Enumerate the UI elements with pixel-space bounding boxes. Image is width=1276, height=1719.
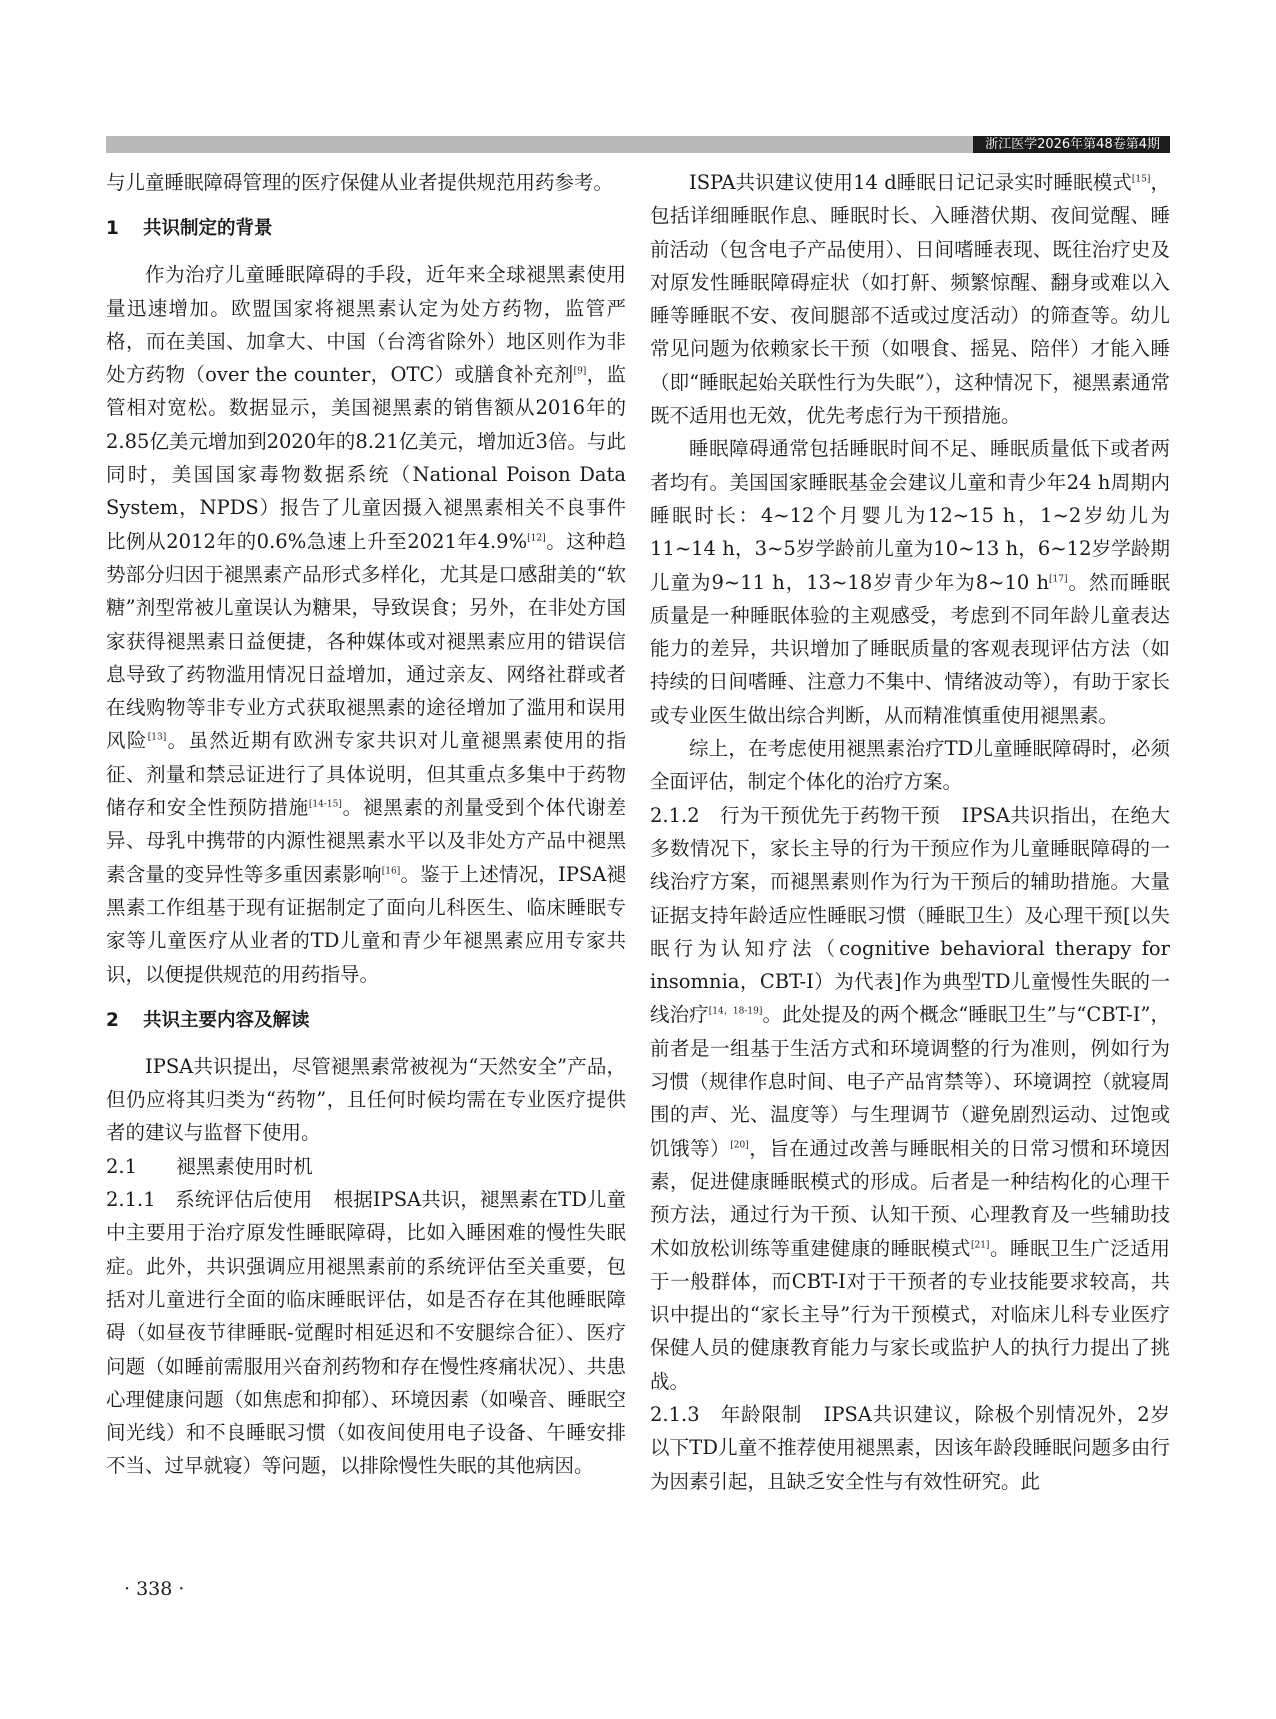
citation: [9]: [573, 366, 587, 377]
running-header-bar: [106, 136, 1170, 153]
paragraph: 综上，在考虑使用褪黑素治疗TD儿童睡眠障碍时，必须全面评估，制定个体化的治疗方案。: [650, 737, 1170, 794]
paragraph: [650, 1398, 1170, 1498]
paragraph: [650, 799, 1170, 1398]
citation: [20]: [730, 1140, 749, 1151]
text-run: 。这种趋势部分归因于褪黑素产品形式多样化，尤其是口感甜美的“软糖”剂型常被儿童误认为糖果，导致误食；另外，在非处方国家获得褪黑素日益便捷，各种媒体或对褪黑素应用的错误信息导致了药物滥用情况日益增加，通过亲友、网络社群或者在线购物等非专业方式获取褪黑素的途径增加了滥用和误用风险: [106, 529, 626, 753]
text-run: 作为治疗儿童睡眠障碍的手段，近年来全球褪黑素使用量迅速增加。欧盟国家将褪黑素认定为处方药物，监管严格，而在美国、加拿大、中国（台湾省除外）地区则作为非处方药物（over the counter，OTC）或膳食补充剂: [106, 263, 626, 387]
journal-issue-label: 浙江医学2026年第48卷第4期: [973, 136, 1170, 153]
text-run: ，监管相对宽松。数据显示，美国褪黑素的销售额从2016年的2.85亿美元增加到2020年的8.21亿美元，增加近3倍。与此同时，美国国家毒物数据系统（National Poison Data System，NPDS）报告了儿童因摄入褪黑素相关不良事件比例从2012年的0.6%急速上升至2021年4.9%: [106, 363, 626, 553]
text-run: 。然而睡眠质量是一种睡眠体验的主观感受，考虑到不同年龄儿童表达能力的差异，共识增加了睡眠质量的客观表现评估方法（如持续的日间嗜睡、注意力不集中、情绪波动等），有助于家长或专业医生做出综合判断，从而精准慎重使用褪黑素。: [650, 570, 1170, 727]
text-run: ，包括详细睡眠作息、睡眠时长、入睡潜伏期、夜间觉醒、睡前活动（包含电子产品使用）、日间嗜睡表现、既往治疗史及对原发性睡眠障碍症状（如打鼾、频繁惊醒、翻身或难以入睡等睡眠不安、夜间腿部不适或过度活动）的筛查等。幼儿常见问题为依赖家长干预（如喂食、摇晃、陪伴）才能入睡（即“睡眠起始关联性行为失眠”），这种情况下，褪黑素通常既不适用也无效，优先考虑行为干预措施。: [650, 171, 1170, 428]
citation: [14-15]: [308, 799, 342, 810]
section-number: 1: [106, 218, 119, 240]
paragraph: [650, 432, 1170, 732]
subsection-run-in-heading: [106, 1188, 312, 1211]
section-title: 共识主要内容及解读: [143, 1009, 310, 1031]
subsection-number: 2.1.3: [650, 1402, 700, 1426]
paragraph: [650, 166, 1170, 432]
section-heading-1: [106, 212, 626, 245]
section-heading-2: [106, 1004, 626, 1037]
paragraph: IPSA共识提出，尽管褪黑素常被视为“天然安全”产品，但仍应将其归类为“药物”，且任何时候均需在专业医疗提供者的建议与监督下使用。: [106, 1054, 626, 1145]
subsection-number: 2.1.1: [106, 1188, 156, 1212]
subsection-run-in-heading: [650, 804, 940, 827]
subsection-title: 系统评估后使用: [175, 1188, 313, 1212]
text-run: 。睡眠卫生广泛适用于一般群体，而CBT-I对于干预者的专业技能要求较高，共识中提出的“家长主导”行为干预模式，对临床儿科专业医疗保健人员的健康教育能力与家长或监护人的执行力提出了挑战。: [650, 1236, 1170, 1393]
citation: [13]: [147, 732, 167, 743]
citation: [17]: [1049, 574, 1068, 585]
text-run: 。虽然近期有欧洲专家共识对儿童褪黑素使用的指征、剂量和禁忌证进行了具体说明，但其重点多集中于药物储存和安全性预防措施: [106, 729, 626, 820]
citation: [16]: [381, 866, 401, 877]
paragraph: [106, 258, 626, 991]
paragraph: [106, 1183, 626, 1483]
citation: [21]: [970, 1240, 990, 1250]
text-run: ISPA共识建议使用14 d睡眠日记记录实时睡眠模式: [689, 171, 1132, 194]
right-column: [650, 166, 1170, 1498]
citation: [14，18-19]: [708, 1006, 763, 1017]
left-column: [106, 166, 626, 1483]
subsection-heading-2-1: [106, 1150, 626, 1183]
subsection-number: 2.1: [106, 1154, 138, 1178]
subsection-title: 年龄限制: [720, 1402, 803, 1426]
section-title: 共识制定的背景: [143, 218, 273, 240]
subsection-title: 褪黑素使用时机: [176, 1154, 313, 1178]
text-run: 。鉴于上述情况，IPSA褪黑素工作组基于现有证据制定了面向儿科医生、临床睡眠专家等儿童医疗从业者的TD儿童和青少年褪黑素应用专家共识，以便提供规范的用药指导。: [106, 862, 626, 986]
subsection-title: 行为干预优先于药物干预: [720, 803, 941, 827]
citation: [12]: [527, 533, 546, 544]
text-run: IPSA共识建议，除极个别情况外，2岁以下TD儿童不推荐使用褪黑素，因该年龄段睡眠问题多由行为因素引起，且缺乏安全性与有效性研究。此: [650, 1402, 1170, 1493]
text-run: ，旨在通过改善与睡眠相关的日常习惯和环境因素，促进健康睡眠模式的形成。后者是一种结构化的心理干预方法，通过行为干预、认知干预、心理教育及一些辅助技术如放松训练等重建健康的睡眠模式: [650, 1136, 1170, 1260]
subsection-number: 2.1.2: [650, 803, 700, 827]
text-run: 。此处提及的两个概念“睡眠卫生”与“CBT-I”，前者是一组基于生活方式和环境调整的行为准则，例如行为习惯（规律作息时间、电子产品宵禁等）、环境调控（就寝周围的声、光、温度等）与生理调节（避免剧烈运动、过饱或饥饿等）: [650, 1003, 1170, 1160]
section-number: 2: [106, 1009, 119, 1031]
text-run: 。褪黑素的剂量受到个体代谢差异、母乳中携带的内源性褪黑素水平以及非处方产品中褪黑素含量的变异性等多重因素影响: [106, 796, 626, 886]
text-run: 睡眠障碍通常包括睡眠时间不足、睡眠质量低下或者两者均有。美国国家睡眠基金会建议儿童和青少年24 h周期内睡眠时长：4~12个月婴儿为12~15 h，1~2岁幼儿为11~14 h，3~5岁学龄前儿童为10~13 h，6~12岁学龄期儿童为9~11 h，13~18岁青少年为8~10 h: [650, 437, 1170, 594]
text-run: IPSA共识指出，在绝大多数情况下，家长主导的行为干预应作为儿童睡眠障碍的一线治疗方案，而褪黑素则作为行为干预后的辅助措施。大量证据支持年龄适应性睡眠习惯（睡眠卫生）及心理干预[以失眠行为认知疗法（cognitive behavioral therapy for insomnia，CBT-I）为代表]作为典型TD儿童慢性失眠的一线治疗: [650, 803, 1170, 1027]
page-number: · 338 ·: [124, 1578, 185, 1600]
citation: [15]: [1131, 174, 1151, 185]
text-run: 根据IPSA共识，褪黑素在TD儿童中主要用于治疗原发性睡眠障碍，比如入睡困难的慢性失眠症。此外，共识强调应用褪黑素前的系统评估至关重要，包括对儿童进行全面的临床睡眠评估，如是否存在其他睡眠障碍（如昼夜节律睡眠-觉醒时相延迟和不安腿综合征）、医疗问题（如睡前需服用兴奋剂药物和存在慢性疼痛状况）、共患心理健康问题（如焦虑和抑郁）、环境因素（如噪音、睡眠空间光线）和不良睡眠习惯（如夜间使用电子设备、午睡安排不当、过早就寝）等问题，以排除慢性失眠的其他病因。: [106, 1188, 626, 1478]
subsection-run-in-heading: [650, 1403, 802, 1426]
paragraph: 与儿童睡眠障碍管理的医疗保健从业者提供规范用药参考。: [106, 171, 614, 194]
